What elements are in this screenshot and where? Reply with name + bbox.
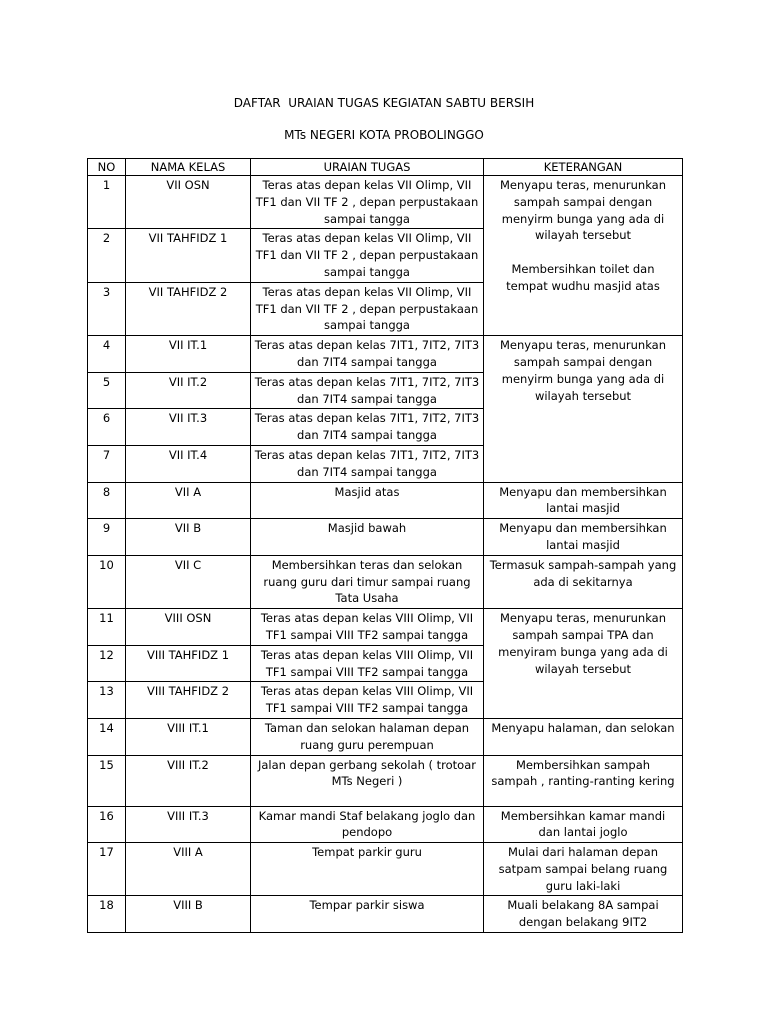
cell-keterangan: Menyapu teras, menurunkan sampah sampai TPA dan menyiram bunga yang ada di wilayah tersebut (484, 609, 683, 719)
cell-uraian: Teras atas depan kelas VII Olimp, VII TF1 dan VII TF 2 , depan perpustakaan sampai tangga (251, 282, 484, 335)
cell-no: 4 (88, 336, 126, 373)
cell-uraian: Masjid atas (251, 482, 484, 519)
table-row (88, 482, 683, 519)
cell-kelas: VIII A (126, 843, 251, 896)
cell-uraian: Kamar mandi Staf belakang joglo dan pendopo (251, 806, 484, 843)
table-row (88, 843, 683, 896)
cell-no: 8 (88, 482, 126, 519)
cell-keterangan: Menyapu halaman, dan selokan (484, 718, 683, 755)
cell-uraian: Teras atas depan kelas VIII Olimp, VII TF1 sampai VIII TF2 sampai tangga (251, 645, 484, 682)
cell-uraian: Teras atas depan kelas 7IT1, 7IT2, 7IT3 dan 7IT4 sampai tangga (251, 445, 484, 482)
cell-no: 18 (88, 896, 126, 933)
cell-uraian: Tempar parkir siswa (251, 896, 484, 933)
cell-no: 1 (88, 176, 126, 229)
cell-uraian: Teras atas depan kelas VII Olimp, VII TF1 dan VII TF 2 , depan perpustakaan sampai tangga (251, 176, 484, 229)
cell-keterangan: Menyapu dan membersihkan lantai masjid (484, 519, 683, 556)
cell-kelas: VIII IT.2 (126, 755, 251, 806)
cell-no: 9 (88, 519, 126, 556)
cell-uraian: Masjid bawah (251, 519, 484, 556)
cell-kelas: VII OSN (126, 176, 251, 229)
cell-keterangan: Menyapu teras, menurunkan sampah sampai dengan menyirm bunga yang ada di wilayah tersebut (484, 336, 683, 482)
cell-keterangan: Muali belakang 8A sampai dengan belakang 9IT2 (484, 896, 683, 933)
cell-no: 12 (88, 645, 126, 682)
cell-kelas: VIII TAHFIDZ 2 (126, 682, 251, 719)
cell-no: 10 (88, 555, 126, 608)
document-title: DAFTAR URAIAN TUGAS KEGIATAN SABTU BERSIH (233, 96, 535, 110)
table-row (88, 755, 683, 806)
cell-no: 14 (88, 718, 126, 755)
cell-keterangan: Membersihkan kamar mandi dan lantai joglo (484, 806, 683, 843)
table-row (88, 896, 683, 933)
table-header-row (88, 159, 683, 176)
table-row (88, 519, 683, 556)
cell-no: 17 (88, 843, 126, 896)
cell-keterangan: Menyapu dan membersihkan lantai masjid (484, 482, 683, 519)
cell-kelas: VII TAHFIDZ 1 (126, 229, 251, 282)
header-nama-kelas: NAMA KELAS (126, 159, 251, 176)
cell-keterangan: Menyapu teras, menurunkan sampah sampai dengan menyirm bunga yang ada di wilayah tersebut Membersihkan toilet dan tempat wudhu masjid atas (484, 176, 683, 336)
cell-uraian: Teras atas depan kelas 7IT1, 7IT2, 7IT3 dan 7IT4 sampai tangga (251, 336, 484, 373)
cell-keterangan: Membersihkan sampah sampah , ranting-ranting kering (484, 755, 683, 806)
cell-uraian: Teras atas depan kelas VII Olimp, VII TF1 dan VII TF 2 , depan perpustakaan sampai tangga (251, 229, 484, 282)
cell-uraian: Teras atas depan kelas VIII Olimp, VII TF1 sampai VIII TF2 sampai tangga (251, 682, 484, 719)
cell-no: 5 (88, 372, 126, 409)
cell-no: 13 (88, 682, 126, 719)
cell-uraian: Tempat parkir guru (251, 843, 484, 896)
cell-kelas: VII IT.4 (126, 445, 251, 482)
cell-no: 15 (88, 755, 126, 806)
table-row (88, 176, 683, 229)
cell-kelas: VII IT.2 (126, 372, 251, 409)
cell-no: 3 (88, 282, 126, 335)
cell-kelas: VIII IT.1 (126, 718, 251, 755)
table-row (88, 718, 683, 755)
cell-kelas: VIII OSN (126, 609, 251, 646)
cell-kelas: VII IT.1 (126, 336, 251, 373)
cell-kelas: VIII B (126, 896, 251, 933)
cell-no: 6 (88, 409, 126, 446)
table-row (88, 806, 683, 843)
cell-kelas: VII B (126, 519, 251, 556)
cell-kelas: VII TAHFIDZ 2 (126, 282, 251, 335)
header-keterangan: KETERANGAN (484, 159, 683, 176)
cell-kelas: VII C (126, 555, 251, 608)
cell-uraian: Jalan depan gerbang sekolah ( trotoar MTs Negeri ) (251, 755, 484, 806)
cell-kelas: VIII TAHFIDZ 1 (126, 645, 251, 682)
cell-uraian: Teras atas depan kelas VIII Olimp, VII TF1 sampai VIII TF2 sampai tangga (251, 609, 484, 646)
cell-uraian: Taman dan selokan halaman depan ruang guru perempuan (251, 718, 484, 755)
cell-no: 11 (88, 609, 126, 646)
header-uraian-tugas: URAIAN TUGAS (251, 159, 484, 176)
cell-kelas: VIII IT.3 (126, 806, 251, 843)
cell-keterangan: Termasuk sampah-sampah yang ada di sekitarnya (484, 555, 683, 608)
table-row (88, 336, 683, 373)
document-subtitle: MTs NEGERI KOTA PROBOLINGGO (284, 128, 484, 142)
cell-uraian: Membersihkan teras dan selokan ruang guru dari timur sampai ruang Tata Usaha (251, 555, 484, 608)
cell-uraian: Teras atas depan kelas 7IT1, 7IT2, 7IT3 dan 7IT4 sampai tangga (251, 409, 484, 446)
cell-kelas: VII IT.3 (126, 409, 251, 446)
cell-no: 16 (88, 806, 126, 843)
task-table (87, 158, 683, 933)
cell-uraian: Teras atas depan kelas 7IT1, 7IT2, 7IT3 dan 7IT4 sampai tangga (251, 372, 484, 409)
table-row (88, 555, 683, 608)
cell-no: 2 (88, 229, 126, 282)
cell-kelas: VII A (126, 482, 251, 519)
cell-keterangan: Mulai dari halaman depan satpam sampai belang ruang guru laki-laki (484, 843, 683, 896)
cell-no: 7 (88, 445, 126, 482)
header-no: NO (88, 159, 126, 176)
table-row (88, 609, 683, 646)
